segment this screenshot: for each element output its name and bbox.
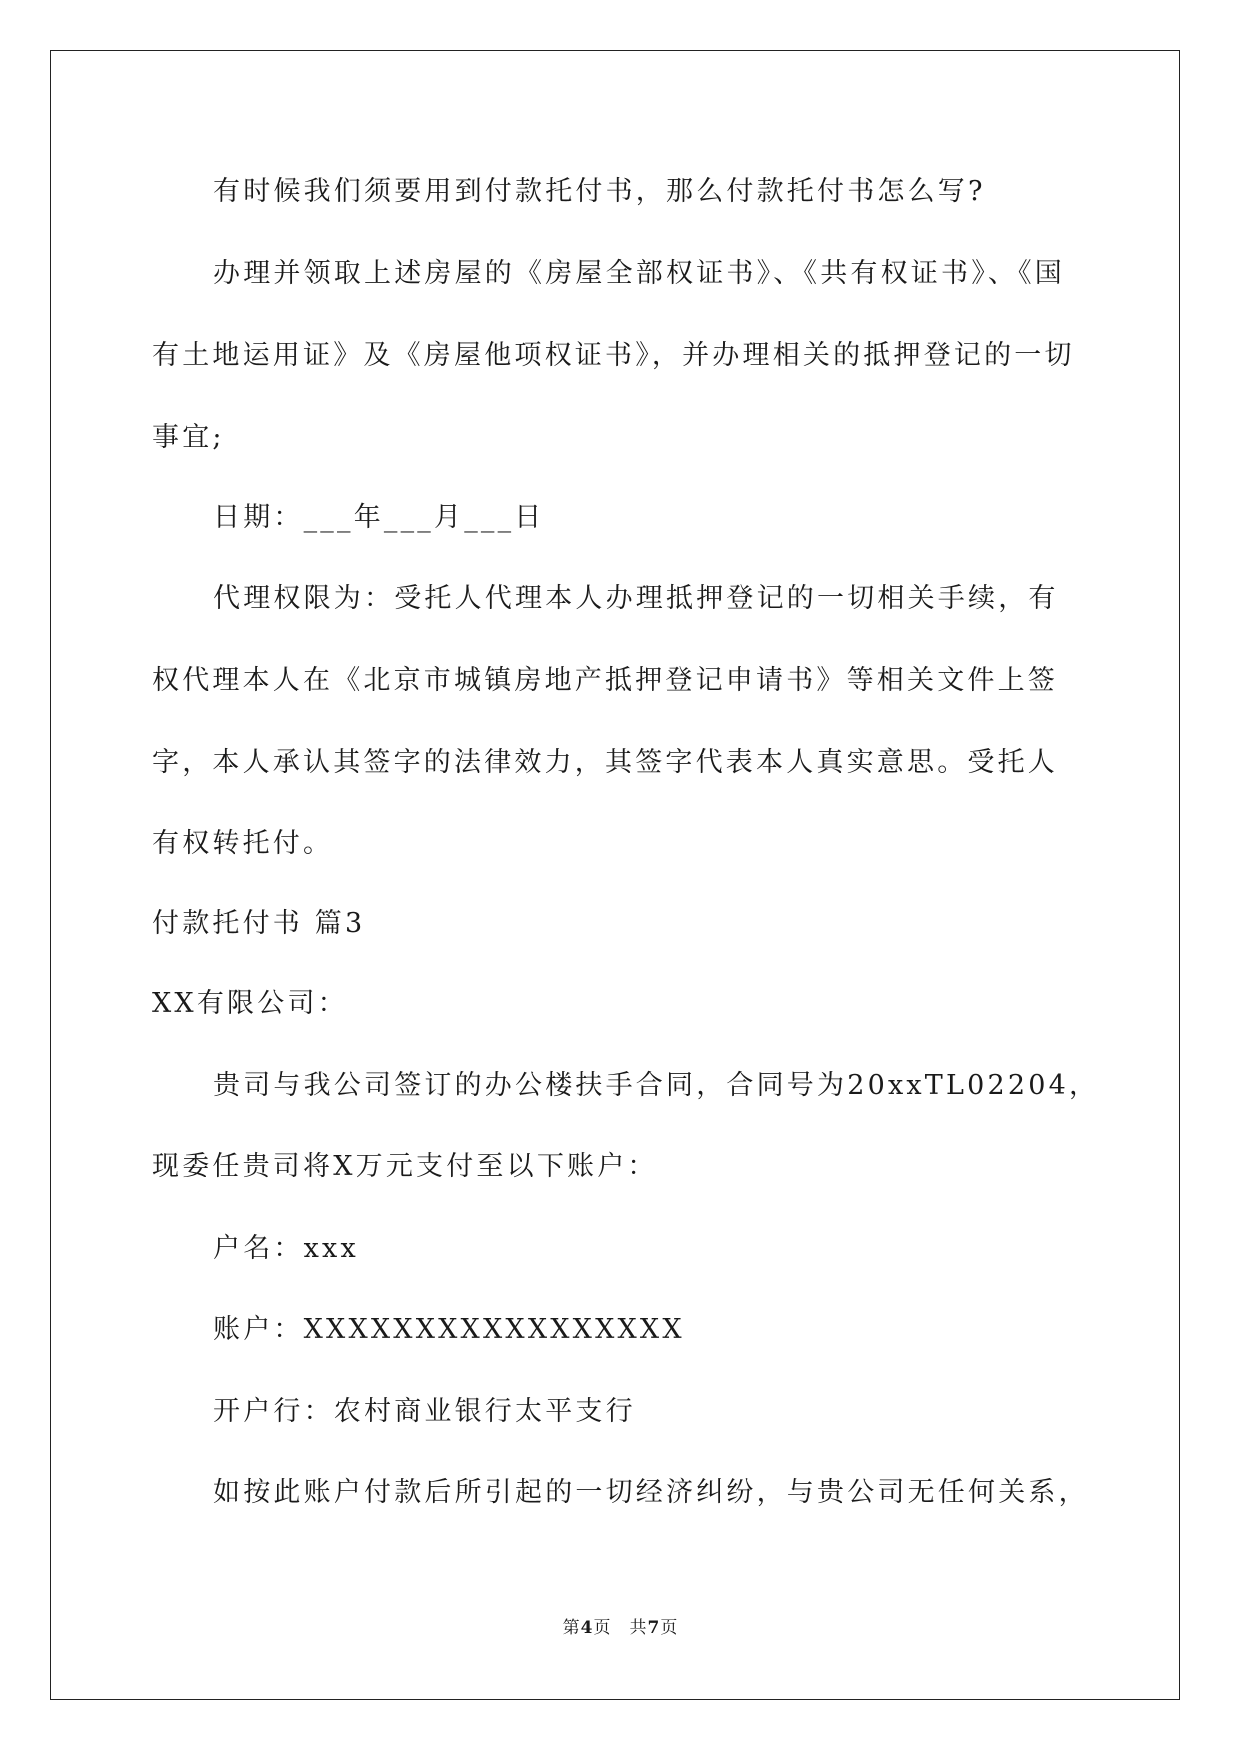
bank-line: 开户行：农村商业银行太平支行 bbox=[213, 1396, 636, 1427]
section-heading: 付款托付书 篇3 bbox=[152, 908, 366, 939]
page-footer bbox=[0, 1613, 1241, 1638]
account-number-line: 账户：XXXXXXXXXXXXXXXXX bbox=[213, 1314, 685, 1345]
salutation: XX有限公司： bbox=[152, 988, 348, 1019]
paragraph-line: 有权转托付。 bbox=[152, 828, 334, 859]
paragraph-line: 办理并领取上述房屋的《房屋全部权证书》、《共有权证书》、《国 bbox=[213, 258, 1065, 289]
page-prefix: 第 bbox=[562, 1618, 581, 1638]
date-line: 日期：___年___月___日 bbox=[213, 502, 545, 533]
paragraph-line: 代理权限为：受托人代理本人办理抵押登记的一切相关手续，有 bbox=[213, 583, 1059, 614]
page-current: 4 bbox=[580, 1618, 594, 1638]
paragraph-line: 如按此账户付款后所引起的一切经济纠纷，与贵公司无任何关系， bbox=[213, 1477, 1089, 1508]
total-suffix: 页 bbox=[660, 1618, 679, 1638]
account-name-line: 户名：xxx bbox=[213, 1233, 359, 1264]
paragraph-line: 现委任贵司将X万元支付至以下账户： bbox=[152, 1151, 658, 1182]
paragraph-line: 字，本人承认其签字的法律效力，其签字代表本人真实意思。受托人 bbox=[152, 747, 1058, 778]
paragraph-line: 事宜; bbox=[152, 422, 225, 453]
paragraph-line: 贵司与我公司签订的办公楼扶手合同，合同号为20xxTL02204， bbox=[213, 1070, 1100, 1101]
page-suffix: 页 bbox=[593, 1618, 612, 1638]
total-prefix: 共 bbox=[629, 1618, 648, 1638]
paragraph-line: 有时候我们须要用到付款托付书，那么付款托付书怎么写? bbox=[213, 176, 986, 207]
paragraph-line: 权代理本人在《北京市城镇房地产抵押登记申请书》等相关文件上签 bbox=[152, 665, 1058, 696]
page-border bbox=[50, 50, 1180, 1700]
paragraph-line: 有土地运用证》及《房屋他项权证书》，并办理相关的抵押登记的一切 bbox=[152, 340, 1075, 371]
page-total: 7 bbox=[647, 1618, 661, 1638]
